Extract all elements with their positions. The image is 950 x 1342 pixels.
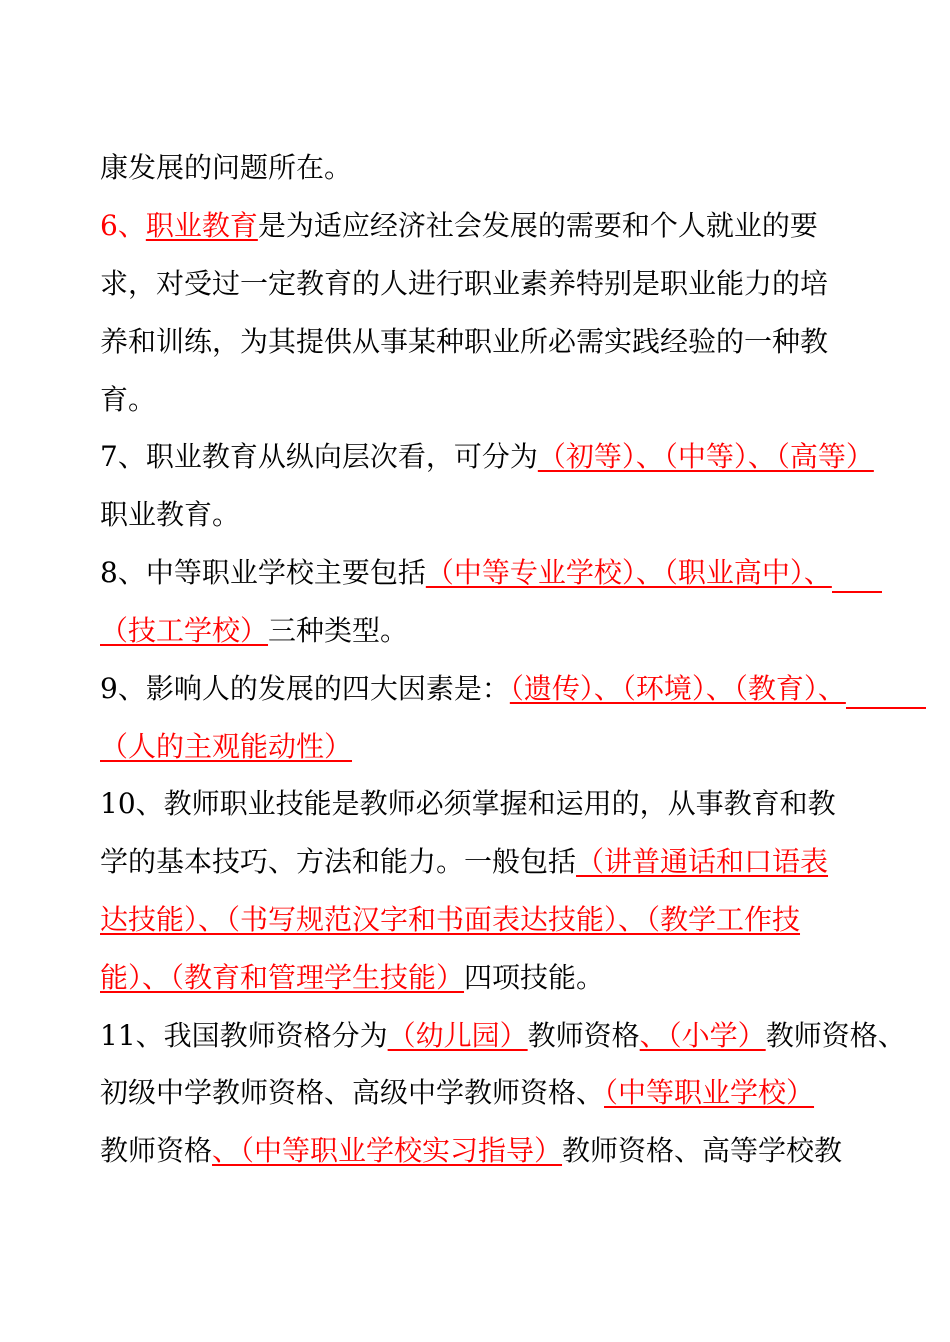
line-text: 初级中学教师资格、高级中学教师资格、 — [100, 1076, 605, 1109]
line-text: 育。 — [100, 383, 157, 416]
line-text: 学的基本技巧、方法和能力。一般包括 — [100, 845, 577, 878]
blank-underline — [832, 563, 882, 593]
text-line — [100, 1073, 814, 1113]
line-text: 四项技能。 — [464, 961, 605, 994]
answer-blank: （遗传）、（环境）、（教育）、 — [509, 672, 846, 705]
answer-blank: （初等）、（中等）、（高等） — [537, 440, 874, 473]
line-text: 教师资格、 — [765, 1019, 906, 1052]
answer-blank: （幼儿园） — [387, 1019, 528, 1052]
text-line — [100, 322, 828, 362]
line-text: 9、影响人的发展的四大因素是： — [100, 672, 510, 705]
line-text: 8、中等职业学校主要包括 — [100, 556, 426, 589]
line-text: 教师资格、高等学校教 — [562, 1134, 843, 1167]
answer-blank: （中等职业学校） — [604, 1076, 815, 1109]
question-11-line — [100, 1016, 906, 1056]
line-text: 求，对受过一定教育的人进行职业素养特别是职业能力的培 — [100, 267, 829, 300]
text-line — [100, 264, 828, 304]
question-6-line — [100, 206, 818, 246]
text-line — [100, 495, 240, 535]
text-line — [100, 727, 352, 767]
blank-underline — [846, 679, 926, 709]
answer-blank: （讲普通话和口语表 — [576, 845, 829, 878]
text-line — [100, 380, 156, 420]
text-line — [100, 842, 828, 882]
line-text: 教师资格 — [527, 1019, 640, 1052]
answer-blank: 、（中等职业学校实习指导） — [212, 1134, 563, 1167]
answer-blank: （中等专业学校）、（职业高中）、 — [425, 556, 832, 589]
answer-blank: 达技能）、（书写规范汉字和书面表达技能）、（教学工作技 — [100, 903, 801, 936]
line-text: 三种类型。 — [268, 614, 409, 647]
question-8-line — [100, 553, 882, 593]
text-line — [100, 900, 800, 940]
line-text: 职业教育。 — [100, 498, 241, 531]
line-text: 11、我国教师资格分为 — [100, 1019, 388, 1052]
line-text: 7、职业教育从纵向层次看，可分为 — [100, 440, 538, 473]
answer-term: 职业教育 — [145, 209, 258, 242]
text-line — [100, 1131, 842, 1171]
line-text: 10、教师职业技能是教师必须掌握和运用的，从事教育和教 — [100, 787, 836, 820]
question-9-line — [100, 669, 926, 709]
answer-blank: 能）、（教育和管理学生技能） — [100, 961, 465, 994]
text-line — [100, 148, 352, 188]
answer-blank: 、（小学） — [639, 1019, 766, 1052]
question-number: 6、 — [100, 209, 146, 242]
text-line — [100, 958, 604, 998]
line-text: 养和训练，为其提供从事某种职业所必需实践经验的一种教 — [100, 325, 829, 358]
line-text: 是为适应经济社会发展的需要和个人就业的要 — [257, 209, 818, 242]
answer-blank: （技工学校） — [100, 614, 269, 647]
line-text: 教师资格 — [100, 1134, 213, 1167]
question-10-line — [100, 784, 836, 824]
text-line — [100, 611, 408, 651]
answer-blank: （人的主观能动性） — [100, 730, 353, 763]
question-7-line — [100, 437, 874, 477]
line-text: 康发展的问题所在。 — [100, 151, 353, 184]
